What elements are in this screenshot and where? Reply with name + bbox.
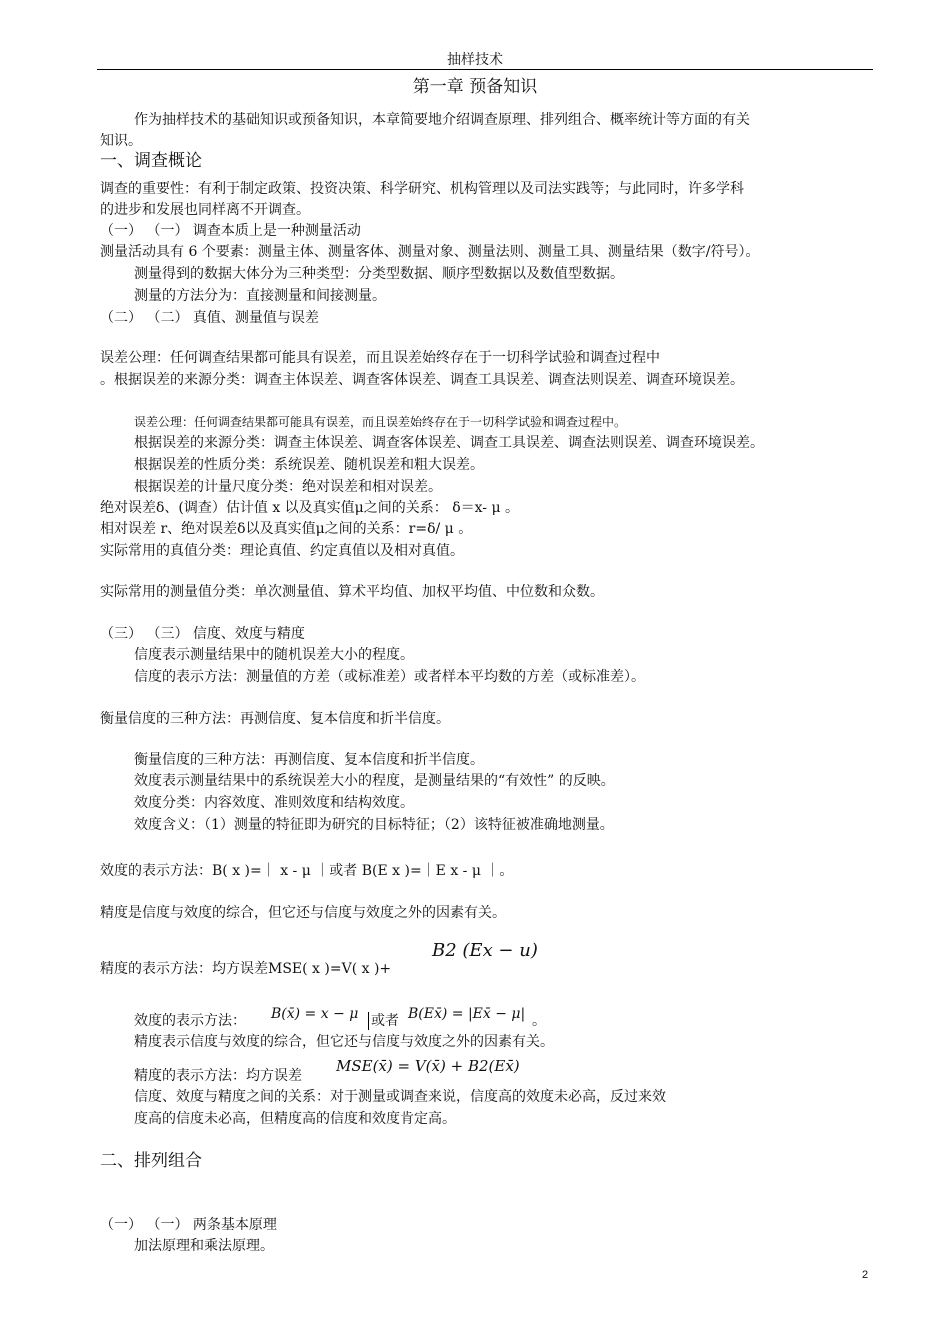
validity-formula-text: B( x )=｜ x - μ ｜或者 B(E x )=｜E x - μ ｜。 [212,863,514,879]
precision-formula2-math: MSE(x̄) = V(x̄) + B2(Ex̄) [336,1057,520,1075]
reliability-method: 信度的表示方法：测量值的方差（或标准差）或者样本平均数的方差（或标准差）。 [134,669,645,685]
importance-line-2: 的进步和发展也同样离不开调查。 [100,202,310,218]
precision-formula-label: 精度的表示方法：均方误差 [100,961,268,977]
error-source: 。根据误差的来源分类：调查主体误差、调查客体误差、调查工具误差、调查法则误差、调查环境误差。 [100,372,744,388]
true-value-types: 实际常用的真值分类：理论真值、约定真值以及相对真值。 [100,543,464,559]
precision-definition-2: 精度表示信度与效度的综合，但它还与信度与效度之外的因素有关。 [134,1034,554,1050]
error-nature: 根据误差的性质分类：系统误差、随机误差和粗大误差。 [134,457,484,473]
relation-line-2: 度高的信度未必高，但精度高的信度和效度肯定高。 [134,1111,456,1127]
reliability-three-methods: 衡量信度的三种方法：再测信度、复本信度和折半信度。 [100,711,450,727]
validity-formula2-b: B(Ex̄) = |Ex̄ − μ| [408,1006,526,1022]
validity-formula2-label: 效度的表示方法： [134,1013,246,1029]
section-1-title: 一、调查概论 [100,151,202,171]
validity-formula-line [100,862,513,880]
measure-methods: 测量的方法分为：直接测量和间接测量。 [134,288,386,304]
page-number: 2 [862,1269,869,1281]
validity-formula2-or: 或者 [368,1012,399,1030]
measure-elements: 测量活动具有 6 个要素：测量主体、测量客体、测量对象、测量法则、测量工具、测量结果（数字/符号）。 [100,244,760,260]
precision-definition: 精度是信度与效度的综合，但它还与信度与效度之外的因素有关。 [100,905,506,921]
absolute-error: 绝对误差δ、(调查）估计值 x 以及真实值μ之间的关系： δ＝x- μ 。 [100,500,520,516]
intro-line-2: 知识。 [100,133,142,149]
measured-value-types: 实际常用的测量值分类：单次测量值、算术平均值、加权平均值、中位数和众数。 [100,584,604,600]
subsection-2-title: （二） （二） 真值、测量值与误差 [100,310,319,326]
error-axiom-small: 误差公理：任何调查结果都可能具有误差，而且误差始终存在于一切科学试验和调查过程中。 [134,415,627,429]
error-source-2: 根据误差的来源分类：调查主体误差、调查客体误差、调查工具误差、调查法则误差、调查环境误差。 [134,435,764,451]
validity-formula2-a: B(x̄) = x − μ [271,1006,359,1022]
subsection-1-title: （一） （一） 调查本质上是一种测量活动 [100,223,361,239]
precision-formula-text: MSE( x )=V( x )+ [268,961,392,977]
basic-principles: 加法原理和乘法原理。 [134,1238,274,1254]
validity-definition: 效度表示测量结果中的系统误差大小的程度，是测量结果的“有效性” 的反映。 [134,773,615,789]
error-axiom: 误差公理：任何调查结果都可能具有误差，而且误差始终存在于一切科学试验和调查过程中 [100,350,660,366]
chapter-title: 第一章 预备知识 [412,77,538,97]
precision-formula-line [100,960,391,978]
precision-formula-math: B2 (Ex − u) [432,940,538,961]
intro-line-1: 作为抽样技术的基础知识或预备知识，本章简要地介绍调查原理、排列组合、概率统计等方面的有关 [134,112,750,128]
measure-data-types: 测量得到的数据大体分为三种类型：分类型数据、顺序型数据以及数值型数据。 [134,266,624,282]
relative-error: 相对误差 r、绝对误差δ以及真实值μ之间的关系：r=δ/ μ 。 [100,521,473,537]
validity-classes: 效度分类：内容效度、准则效度和结构效度。 [134,795,414,811]
subsection-3-title: （三） （三） 信度、效度与精度 [100,626,305,642]
validity-formula-label: 效度的表示方法： [100,863,212,879]
relation-line-1: 信度、效度与精度之间的关系：对于测量或调查来说，信度高的效度未必高，反过来效 [134,1089,666,1105]
reliability-three-methods-2: 衡量信度的三种方法：再测信度、复本信度和折半信度。 [134,752,484,768]
validity-formula2-end: 。 [532,1013,546,1029]
section-2-title: 二、排列组合 [100,1151,202,1171]
section-2-subsection-1-title: （一） （一） 两条基本原理 [100,1217,277,1233]
precision-formula2-label: 精度的表示方法：均方误差 [134,1068,302,1084]
validity-meaning: 效度含义：（1）测量的特征即为研究的目标特征；（2）该特征被准确地测量。 [134,817,614,833]
header-rule [97,69,873,70]
error-scale: 根据误差的计量尺度分类：绝对误差和相对误差。 [134,479,442,495]
importance-line-1: 调查的重要性：有利于制定政策、投资决策、科学研究、机构管理以及司法实践等；与此同时，许多学科 [100,181,744,197]
reliability-definition: 信度表示测量结果中的随机误差大小的程度。 [134,647,414,663]
page-header-title: 抽样技术 [447,52,503,68]
